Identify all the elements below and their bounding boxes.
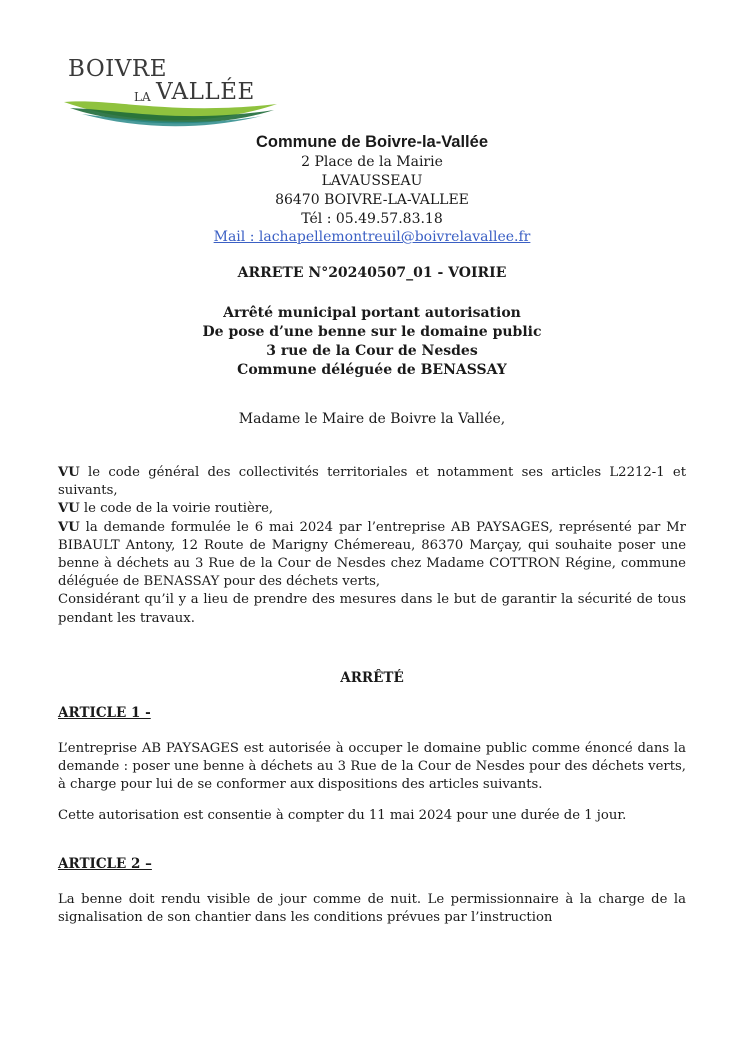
consideration-item xyxy=(58,591,686,627)
article-1-paragraph-2 xyxy=(58,807,686,825)
telephone: Tél : 05.49.57.83.18 xyxy=(301,211,443,227)
consideration-prefix: VU xyxy=(58,501,80,517)
article-1-text: L’entreprise AB PAYSAGES est autorisée à occuper le domaine public comme énoncé dans la demande : poser une benne à déchets au 3 Rue de la Cour de Nesdes pour des déchets verts, à charge pour lui de se conformer aux dispositions des articles suivants. xyxy=(58,741,686,793)
logo-text-la: LA xyxy=(134,90,151,104)
consideration-prefix: VU xyxy=(58,465,80,480)
logo-text-vallee: VALLÉE xyxy=(156,79,255,105)
arrete-number: ARRETE N°20240507_01 - VOIRIE xyxy=(237,265,507,281)
consideration-text: la demande formulée le 6 mai 2024 par l’entreprise AB PAYSAGES, représenté par Mr BIBAULT Antony, 12 Route de Marigny Chémereau, 86370 Marçay, qui souhaite poser une benne à déchets au 3 Rue de la Cour de Nesdes chez Madame COTTRON Régine, commune déléguée de BENASSAY pour des déchets verts, xyxy=(58,519,686,590)
consideration-prefix: VU xyxy=(58,519,80,535)
article-2-text: La benne doit rendu visible de jour comme de nuit. Le permissionnaire à la charge de la signalisation de son chantier dans les conditions prévues par l’instruction xyxy=(58,892,686,926)
commune-name: Commune de Boivre-la-Vallée xyxy=(256,133,488,151)
subtitle-line-4: Commune déléguée de BENASSAY xyxy=(237,362,507,378)
article-1-duration-text: Cette autorisation est consentie à compter du 11 mai 2024 pour une durée de 1 jour. xyxy=(58,808,627,823)
article-1-paragraph-1 xyxy=(58,740,686,795)
consideration-item xyxy=(58,519,686,592)
address-line-3: 86470 BOIVRE-LA-VALLEE xyxy=(275,192,469,208)
logo-swoosh-icon xyxy=(62,96,282,132)
consideration-item xyxy=(58,500,686,518)
address-line-1: 2 Place de la Mairie xyxy=(301,154,443,170)
considerations-block xyxy=(58,464,686,628)
subtitle-line-2: De pose d’une benne sur le domaine public xyxy=(202,324,542,340)
consideration-item xyxy=(58,464,686,500)
arrete-heading: ARRÊTÉ xyxy=(340,670,404,686)
subtitle-line-3: 3 rue de la Cour de Nesdes xyxy=(266,343,478,359)
consideration-text: le code général des collectivités territoriales et notamment ses articles L2212-1 et suivants, xyxy=(58,465,686,499)
email-link[interactable]: Mail : lachapellemontreuil@boivrelavallee.fr xyxy=(213,229,531,245)
article-2-heading: ARTICLE 2 – xyxy=(58,856,152,872)
article-2-paragraph-1 xyxy=(58,891,686,927)
address-line-2: LAVAUSSEAU xyxy=(321,173,423,189)
salutation: Madame le Maire de Boivre la Vallée, xyxy=(238,411,506,427)
consideration-text: Considérant qu’il y a lieu de prendre des mesures dans le but de garantir la sécurité de tous pendant les travaux. xyxy=(58,592,686,626)
article-1-heading: ARTICLE 1 - xyxy=(58,705,151,721)
consideration-text: le code de la voirie routière, xyxy=(79,501,274,517)
subtitle-line-1: Arrêté municipal portant autorisation xyxy=(223,305,521,321)
logo-text-boivre: BOIVRE xyxy=(68,56,167,82)
boivre-la-vallee-logo xyxy=(62,52,282,132)
